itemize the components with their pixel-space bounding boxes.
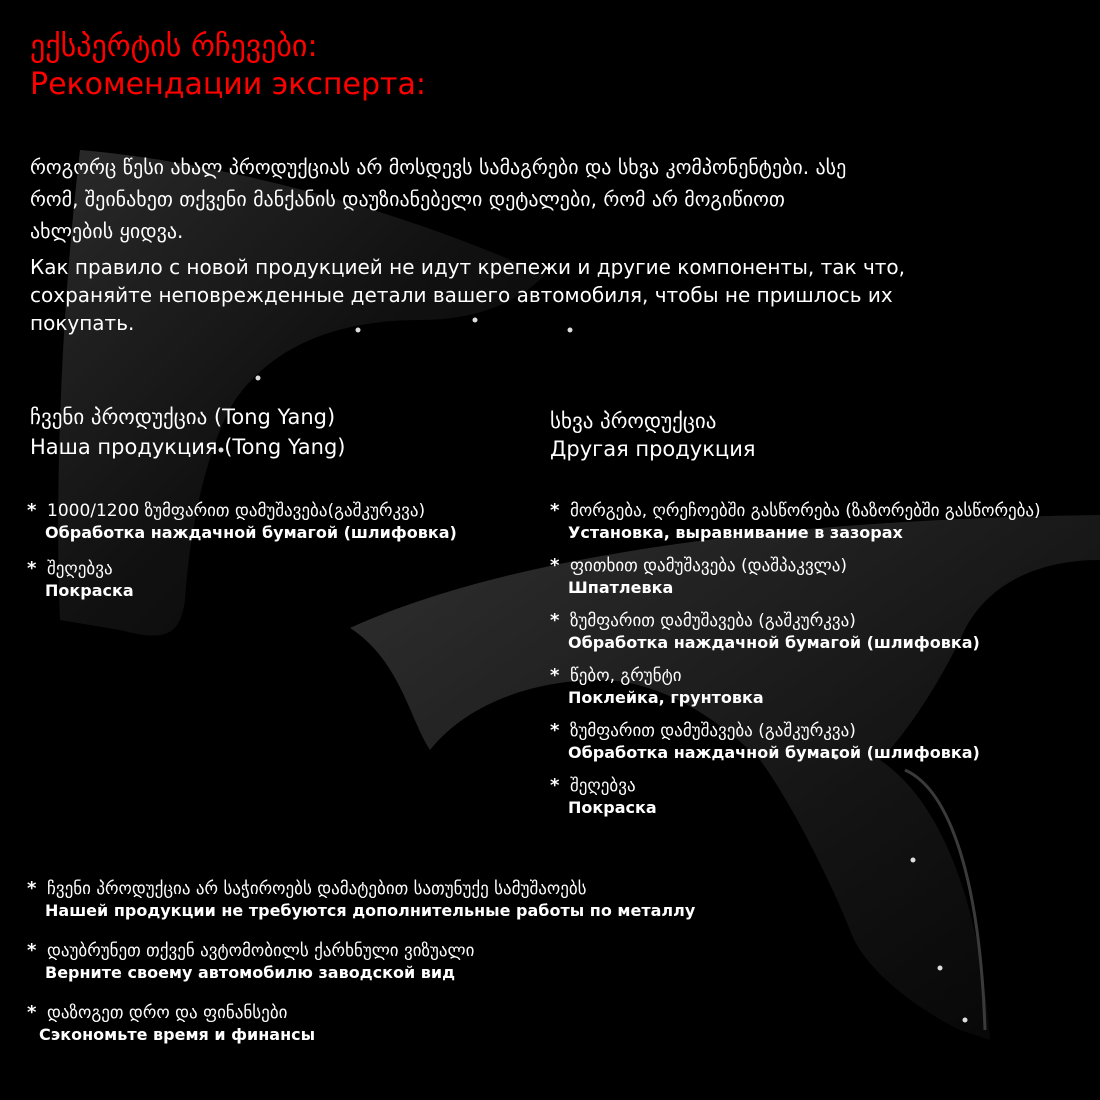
item-georgian: შეღებვა [570,776,636,796]
list-item [27,940,695,1002]
list-item [550,555,1041,610]
list-item [27,1002,695,1046]
list-item [550,610,1041,665]
item-russian: Поклейка, грунтовка [568,688,764,707]
intro-russian-line-1: Как правило с новой продукцией не идут крепежи и другие компоненты, так что, [30,255,906,279]
item-russian: Обработка наждачной бумагой (шлифовка) [45,523,457,542]
item-russian: Обработка наждачной бумагой (шлифовка) [568,633,980,652]
bullet-star: * [27,940,37,961]
list-item [550,665,1041,720]
intro-georgian-line-3: ახლების ყიდვა. [30,219,184,243]
title-russian: Рекомендации эксперта: [30,67,426,102]
list-item [27,558,457,602]
bullet-star: * [550,720,560,741]
other-product-heading-georgian: სხვა პროდუქცია [550,409,717,433]
bullet-star: * [550,665,560,686]
item-russian: Сэкономьте время и финансы [39,1025,316,1044]
item-georgian: წებო, გრუნტი [570,666,682,686]
bullet-star: * [27,878,37,899]
intro-georgian-line-2: რომ, შეინახეთ თქვენი მანქანის დაუზიანებელი დეტალები, რომ არ მოგიწიოთ [30,187,785,211]
list-item [550,775,1041,819]
item-georgian: ზუმფარით დამუშავება (გაშკურკვა) [570,721,856,741]
list-item [550,720,1041,775]
item-georgian: ზუმფარით დამუშავება (გაშკურკვა) [570,611,856,631]
item-russian: Установка, выравнивание в зазорах [568,523,903,542]
benefits-list [27,878,695,1046]
intro-russian-line-2: сохраняйте неповрежденные детали вашего автомобиля, чтобы не пришлось их [30,283,893,307]
bullet-star: * [27,1002,37,1023]
item-russian: Шпатлевка [568,578,674,597]
bullet-star: * [550,500,560,521]
bullet-star: * [550,775,560,796]
list-item [27,500,457,558]
bullet-star: * [27,500,37,521]
list-item [27,878,695,940]
item-georgian: მორგება, ღრეჩოებში გასწორება (ზაზორებში გასწორება) [570,501,1041,521]
item-georgian: ჩვენი პროდუქცია არ საჭიროებს დამატებით სათუნუქე სამუშაოებს [47,879,587,899]
other-product-heading-russian: Другая продукция [550,437,756,461]
item-russian: Покраска [568,798,657,817]
bullet-star: * [550,610,560,631]
item-georgian: დაზოგეთ დრო და ფინანსები [47,1003,288,1023]
item-georgian: დაუბრუნეთ თქვენ ავტომობილს ქარხნული ვიზუალი [47,941,475,961]
bullet-star: * [550,555,560,576]
our-product-heading-russian: Наша продукция (Tong Yang) [30,435,346,459]
item-georgian: ფითხით დამუშავება (დაშპაკვლა) [570,556,848,576]
intro-georgian-line-1: როგორც წესი ახალ პროდუქციას არ მოსდევს სამაგრები და სხვა კომპონენტები. ასე [30,155,847,179]
intro-russian-line-3: покупать. [30,311,135,335]
our-product-list [27,500,457,602]
title-georgian: ექსპერტის რჩევები: [30,29,318,64]
item-russian: Покраска [45,581,134,600]
other-product-list [550,500,1041,819]
item-russian: Обработка наждачной бумагой (шлифовка) [568,743,980,762]
list-item [550,500,1041,555]
item-georgian: 1000/1200 ზუმფარით დამუშავება(გაშკურკვა) [47,501,426,521]
bullet-star: * [27,558,37,579]
item-georgian: შეღებვა [47,559,113,579]
our-product-heading-georgian: ჩვენი პროდუქცია (Tong Yang) [30,405,336,429]
item-russian: Верните своему автомобилю заводской вид [45,963,455,982]
item-russian: Нашей продукции не требуются дополнительные работы по металлу [45,901,696,920]
